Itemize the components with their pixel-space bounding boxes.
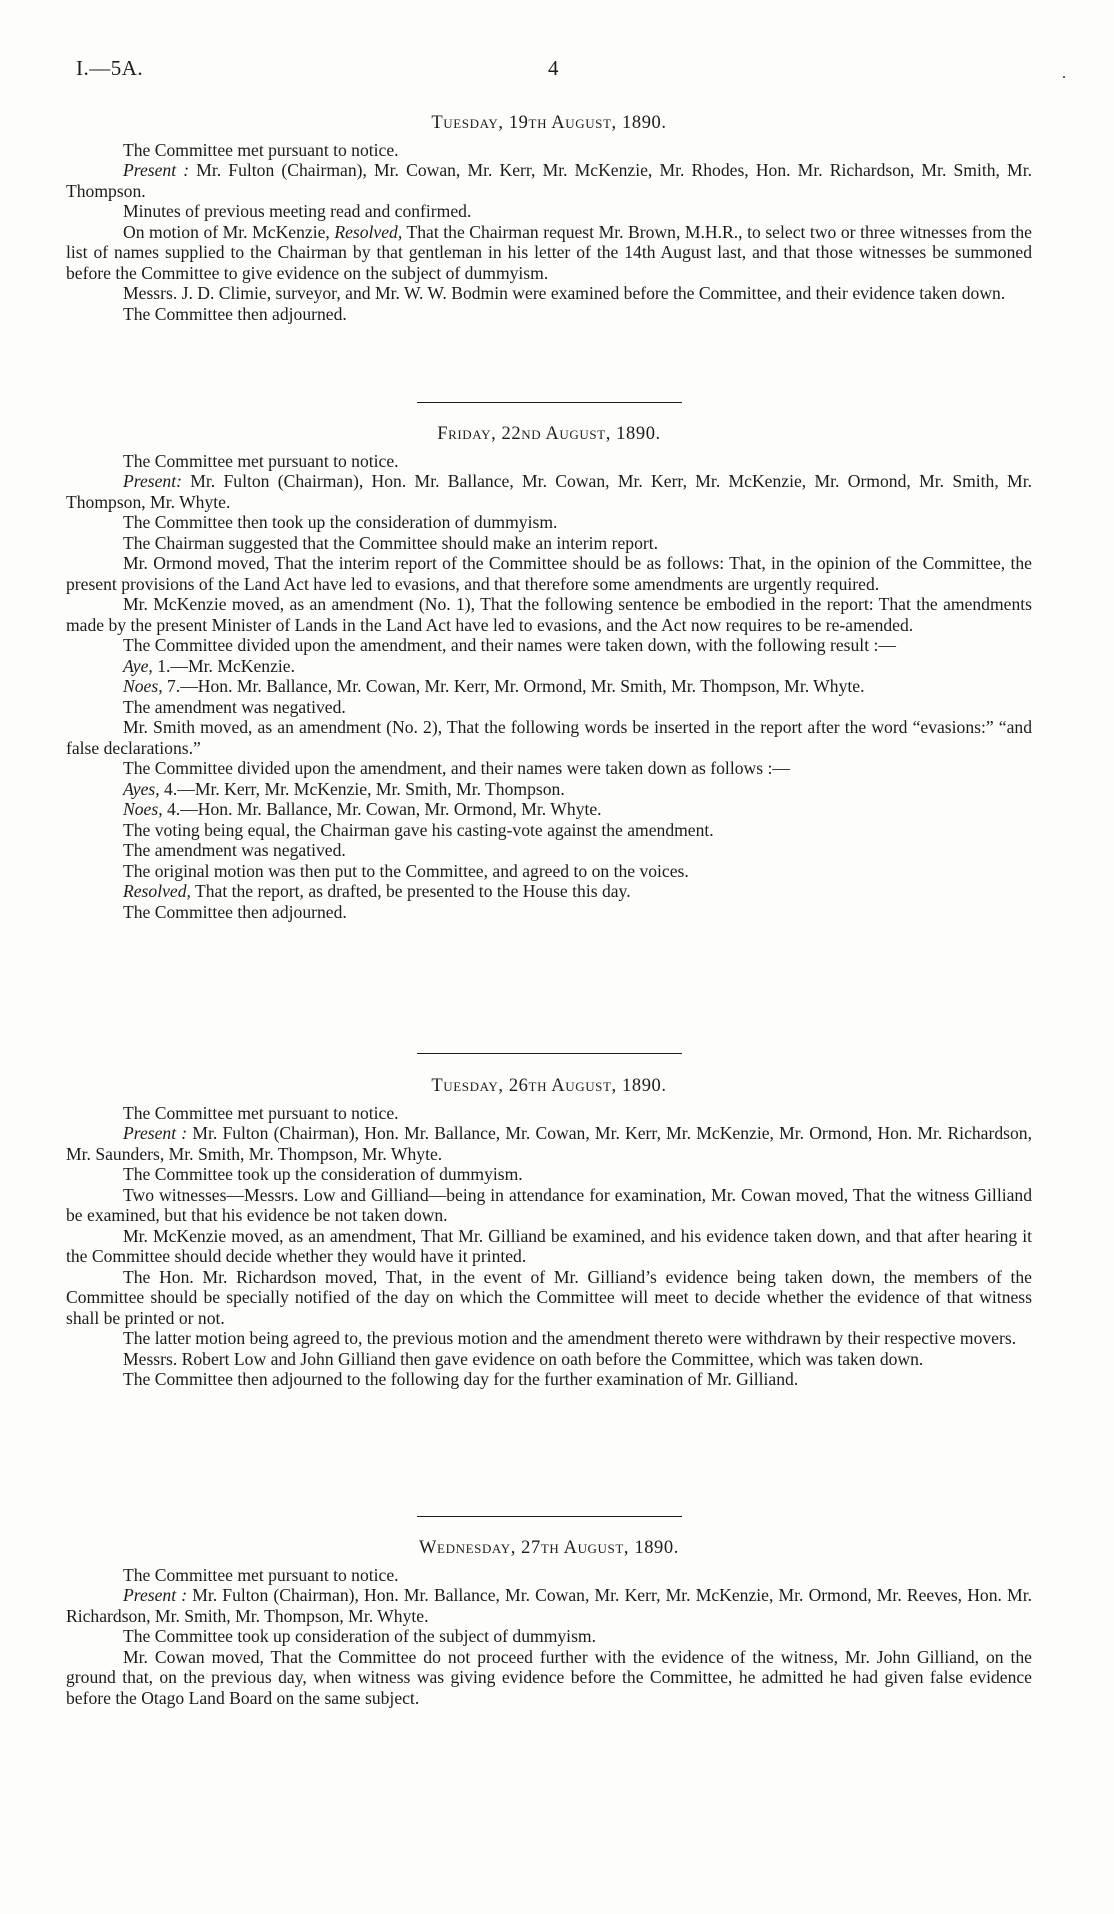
paragraph-text: The Committee then adjourned to the following day for the further examination of Mr. Gilliand. (123, 1369, 799, 1389)
minutes-section (66, 1538, 1032, 1708)
meeting-date: Friday, 22nd August, 1890. (437, 424, 661, 444)
minutes-paragraph (66, 1226, 1032, 1267)
minutes-paragraph (66, 1647, 1032, 1709)
italic-label: Resolved, (123, 881, 191, 901)
paragraph-text: 1.—Mr. McKenzie. (152, 655, 295, 676)
paragraph-text: The amendment was negatived. (123, 696, 346, 717)
paragraph-text: That the Chairman request Mr. Brown, M.H.R., to select two or three witnesses from the list of names supplied to the Chairman by that gentleman in his letter of the 14th August last, and that those witnesses be summoned before the Committee to give evidence on the subject of dummyism. (66, 221, 1032, 283)
paragraph-text: Messrs. Robert Low and John Gilliand then gave evidence on oath before the Committee, which was taken down. (123, 1348, 924, 1369)
minutes-paragraph (66, 1185, 1032, 1226)
minutes-paragraph (66, 1103, 1032, 1124)
paragraph-text: Mr. Fulton (Chairman), Hon. Mr. Ballance, Mr. Cowan, Mr. Kerr, Mr. McKenzie, Mr. Ormond, Mr. Reeves, Hon. Mr. Richardson, Mr. Smith, Mr. Thompson, Mr. Whyte. (66, 1585, 1032, 1626)
italic-label: Noes, (123, 799, 163, 819)
section-divider (417, 1516, 682, 1517)
italic-label: Ayes, (123, 778, 160, 799)
paragraph-text: The Committee met pursuant to notice. (123, 1102, 399, 1123)
paragraph-text: Mr. Fulton (Chairman), Mr. Cowan, Mr. Kerr, Mr. McKenzie, Mr. Rhodes, Hon. Mr. Richardson, Mr. Smith, Mr. Thompson. (66, 160, 1032, 201)
italic-label: Resolved, (334, 221, 403, 242)
minutes-paragraph (66, 799, 1032, 820)
minutes-paragraph (66, 553, 1032, 594)
paragraph-text: The Committee met pursuant to notice. (123, 450, 399, 471)
italic-label: Present : (123, 1585, 188, 1605)
paragraph-text: The Committee met pursuant to notice. (123, 1564, 399, 1585)
minutes-paragraph (66, 1585, 1032, 1626)
minutes-paragraph (66, 1164, 1032, 1185)
paragraph-text: The Committee took up consideration of the subject of dummyism. (123, 1626, 596, 1646)
section-divider (417, 402, 682, 403)
minutes-section (66, 424, 1032, 922)
paragraph-text: The Chairman suggested that the Committee should make an interim report. (123, 532, 659, 553)
minutes-paragraph (66, 283, 1032, 304)
section-divider (417, 1053, 682, 1054)
minutes-paragraph (66, 451, 1032, 472)
minutes-section (66, 1076, 1032, 1390)
paragraph-text: 4.—Hon. Mr. Ballance, Mr. Cowan, Mr. Ormond, Mr. Whyte. (162, 799, 602, 819)
paragraph-text: Mr. Fulton (Chairman), Hon. Mr. Ballance, Mr. Cowan, Mr. Kerr, Mr. McKenzie, Mr. Ormond, Mr. Smith, Mr. Thompson, Mr. Whyte. (66, 471, 1032, 512)
paragraph-text: 7.—Hon. Mr. Ballance, Mr. Cowan, Mr. Kerr, Mr. Ormond, Mr. Smith, Mr. Thompson, Mr. Whyte. (162, 676, 865, 696)
minutes-paragraph (66, 779, 1032, 800)
paragraph-text: The Committee took up the consideration of dummyism. (123, 1164, 523, 1184)
paragraph-text: The Hon. Mr. Richardson moved, That, in the event of Mr. Gilliand’s evidence being taken down, the members of the Committee should be specially notified of the day on which the Committee will meet to decide whether the evidence of that witness shall be printed or not. (66, 1266, 1032, 1328)
minutes-paragraph (66, 656, 1032, 677)
minutes-paragraph (66, 1328, 1032, 1349)
meeting-date: Tuesday, 19th August, 1890. (431, 113, 667, 133)
paragraph-text: That the report, as drafted, be presented to the House this day. (190, 881, 631, 901)
paragraph-text: The original motion was then put to the Committee, and agreed to on the voices. (123, 860, 689, 881)
paragraph-text: The amendment was negatived. (123, 840, 346, 860)
paragraph-text: Mr. Ormond moved, That the interim report of the Committee should be as follows: That, in the opinion of the Committee, the present provisions of the Land Act have led to evasions, and that therefore some amendments are urgently required. (66, 553, 1032, 594)
paragraph-text: The Committee divided upon the amendment, and their names were taken down as follows :— (123, 758, 790, 778)
minutes-paragraph (66, 1565, 1032, 1586)
paragraph-text: Messrs. J. D. Climie, surveyor, and Mr. W. W. Bodmin were examined before the Committee, and their evidence taken down. (123, 283, 1006, 303)
minutes-paragraph (66, 717, 1032, 758)
minutes-paragraph (66, 881, 1032, 902)
minutes-paragraph (66, 697, 1032, 718)
italic-label: Noes, (123, 676, 163, 696)
minutes-paragraph (66, 758, 1032, 779)
italic-label: Present : (123, 160, 190, 180)
minutes-paragraph (66, 512, 1032, 533)
paragraph-text: Mr. Fulton (Chairman), Hon. Mr. Ballance, Mr. Cowan, Mr. Kerr, Mr. McKenzie, Mr. Ormond, Hon. Mr. Richardson, Mr. Saunders, Mr. Smith, Mr. Thompson, Mr. Whyte. (66, 1123, 1032, 1164)
paragraph-text: On motion of Mr. McKenzie, (123, 221, 335, 242)
minutes-section (66, 113, 1032, 324)
paragraph-text: Minutes of previous meeting read and confirmed. (123, 201, 472, 221)
parliamentary-paper-reference: I.—5A. (76, 56, 144, 80)
meeting-date: Tuesday, 26th August, 1890. (431, 1076, 667, 1096)
minutes-paragraph (66, 902, 1032, 923)
minutes-paragraph (66, 140, 1032, 161)
page-number: 4 (548, 56, 559, 80)
paragraph-text: 4.—Mr. Kerr, Mr. McKenzie, Mr. Smith, Mr. Thompson. (159, 778, 565, 799)
paragraph-text: Two witnesses—Messrs. Low and Gilliand—being in attendance for examination, Mr. Cowan moved, That the witness Gilliand be examined, but that his evidence be not taken down. (66, 1184, 1032, 1225)
meeting-date: Wednesday, 27th August, 1890. (419, 1538, 679, 1558)
paragraph-text: The voting being equal, the Chairman gave his casting-vote against the amendment. (123, 819, 714, 840)
paragraph-text: The Committee met pursuant to notice. (123, 139, 399, 160)
paragraph-text: The Committee then adjourned. (123, 303, 347, 324)
minutes-paragraph (66, 471, 1032, 512)
paragraph-text: Mr. Cowan moved, That the Committee do not proceed further with the evidence of the witness, Mr. John Gilliand, on the ground that, on the previous day, when witness was giving evidence before the Committee, he admitted he had given false evidence before the Otago Land Board on the same subject. (66, 1646, 1032, 1708)
minutes-paragraph (66, 820, 1032, 841)
minutes-paragraph (66, 1123, 1032, 1164)
paragraph-text: Mr. Smith moved, as an amendment (No. 2), That the following words be inserted in the report after the word “evasions:” “and false declarations.” (66, 717, 1032, 758)
italic-label: Present: (123, 471, 182, 491)
paragraph-text: The latter motion being agreed to, the previous motion and the amendment thereto were withdrawn by their respective movers. (123, 1328, 1017, 1348)
minutes-paragraph (66, 635, 1032, 656)
italic-label: Present : (123, 1123, 188, 1143)
paragraph-text: The Committee then adjourned. (123, 901, 347, 922)
paragraph-text: Mr. McKenzie moved, as an amendment (No. 1), That the following sentence be embodied in the report: That the amendments made by the present Minister of Lands in the Land Act have led to evasions, and the Act now requires to be re-amended. (66, 594, 1032, 635)
minutes-paragraph (66, 160, 1032, 201)
minutes-paragraph (66, 861, 1032, 882)
minutes-paragraph (66, 304, 1032, 325)
minutes-paragraph (66, 1626, 1032, 1647)
paragraph-text: The Committee then took up the consideration of dummyism. (123, 512, 558, 532)
minutes-paragraph (66, 676, 1032, 697)
italic-label: Aye, (123, 655, 153, 676)
minutes-paragraph (66, 840, 1032, 861)
paragraph-text: Mr. McKenzie moved, as an amendment, That Mr. Gilliand be examined, and his evidence taken down, and that after hearing it the Committee should decide whether they would have it printed. (66, 1225, 1032, 1266)
minutes-paragraph (66, 1369, 1032, 1390)
paragraph-text: The Committee divided upon the amendment, and their names were taken down, with the following result :— (123, 635, 896, 655)
minutes-paragraph (66, 1267, 1032, 1329)
minutes-paragraph (66, 201, 1032, 222)
minutes-paragraph (66, 222, 1032, 284)
minutes-paragraph (66, 533, 1032, 554)
minutes-paragraph (66, 1349, 1032, 1370)
minutes-paragraph (66, 594, 1032, 635)
corner-mark: . (1062, 65, 1066, 82)
